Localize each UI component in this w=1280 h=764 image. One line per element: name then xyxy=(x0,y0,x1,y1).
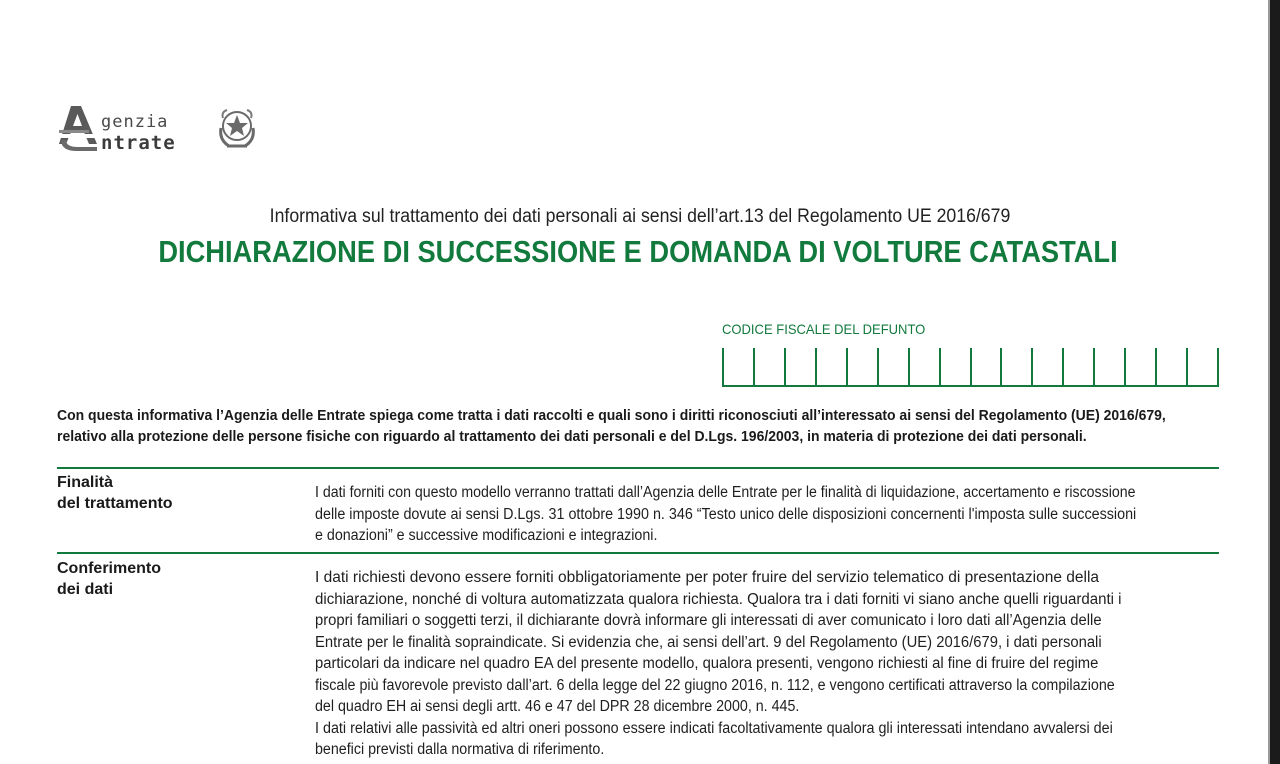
codice-fiscale-box-divider xyxy=(1217,348,1219,387)
codice-fiscale-field[interactable] xyxy=(722,348,1219,387)
codice-fiscale-box-divider xyxy=(1031,348,1033,387)
section-title-conferimento xyxy=(57,558,161,600)
body-line: del quadro EH ai sensi degli artt. 46 e 47 del DPR 28 dicembre 2000, n. 445. xyxy=(315,698,800,715)
logo-text-bottom: ntrate xyxy=(101,132,176,154)
agenzia-logo-mark-icon xyxy=(57,104,101,152)
codice-fiscale-box-divider xyxy=(908,348,910,387)
section-title-finalita xyxy=(57,472,173,514)
body-line: I dati relativi alle passività ed altri oneri possono essere indicati facoltativamente qualora gli interessati intendano avvalersi dei xyxy=(315,719,1113,737)
body-line: delle imposte dovute ai sensi D.Lgs. 31 ottobre 1990 n. 346 “Testo unico delle disposizioni concernenti l'imposta sulle successioni xyxy=(315,505,1137,523)
codice-fiscale-box-divider xyxy=(815,348,817,387)
codice-fiscale-box-divider xyxy=(1093,348,1095,387)
section-title-line: dei dati xyxy=(57,581,114,598)
document-title: DICHIARAZIONE DI SUCCESSIONE E DOMANDA DI VOLTURE CATASTALI xyxy=(158,234,1118,269)
body-line: particolari da indicare nel quadro EA del presente modello, qualora presenti, vengono richiesti al fine di fruire del regime xyxy=(315,655,1099,672)
body-line: benefici previsti dalla normativa di riferimento. xyxy=(315,741,605,758)
agenzia-entrate-logo xyxy=(57,104,267,156)
section-title-line: del trattamento xyxy=(57,495,173,512)
intro-line: relativo alla protezione delle persone fisiche con riguardo al trattamento dei dati personali e del D.Lgs. 196/2003, in materia di protezione dei dati personali. xyxy=(57,428,1087,445)
body-line: fiscale più favorevole previsto dall’art. 6 della legge del 22 giugno 2016, n. 112, e vengono certificati attraverso la compilazione xyxy=(315,676,1115,694)
body-line: e donazioni” e successive modificazioni e integrazioni. xyxy=(315,527,658,544)
section-divider xyxy=(57,552,1219,554)
codice-fiscale-box-divider xyxy=(1000,348,1002,387)
codice-fiscale-label: CODICE FISCALE DEL DEFUNTO xyxy=(722,321,926,337)
document-subtitle: Informativa sul trattamento dei dati personali ai sensi dell’art.13 del Regolamento UE 2016/679 xyxy=(269,206,1011,227)
body-line: I dati richiesti devono essere forniti obbligatoriamente per poter fruire del servizio telematico di presentazione della xyxy=(315,569,1100,586)
codice-fiscale-box-divider xyxy=(877,348,879,387)
body-line: propri familiari o soggetti terzi, il dichiarante dovrà informare gli interessati di aver comunicato i loro dati all’Agenzia delle xyxy=(315,612,1102,629)
codice-fiscale-box-divider xyxy=(970,348,972,387)
intro-paragraph xyxy=(57,405,1237,447)
codice-fiscale-box-divider xyxy=(846,348,848,387)
body-line: I dati forniti con questo modello verranno trattati dall’Agenzia delle Entrate per le finalità di liquidazione, accertamento e riscossione xyxy=(315,484,1136,501)
codice-fiscale-box-divider xyxy=(1124,348,1126,387)
codice-fiscale-box-divider xyxy=(753,348,755,387)
body-line: Entrate per le finalità sopraindicate. Si evidenzia che, ai sensi dell’art. 9 del Regolamento (UE) 2016/679, i dati personali xyxy=(315,633,1102,651)
codice-fiscale-box-divider xyxy=(784,348,786,387)
section-body-finalita xyxy=(315,482,1219,547)
section-divider xyxy=(57,467,1219,469)
codice-fiscale-box-divider xyxy=(722,348,724,387)
viewer-scrollbar[interactable] xyxy=(1270,0,1280,764)
section-title-line: Finalità xyxy=(57,474,114,491)
italian-republic-emblem-icon xyxy=(215,104,259,152)
body-line: dichiarazione, nonché di voltura automatizzata qualora richiesta. Qualora tra i dati forniti vi siano anche quelli riguardanti i xyxy=(315,590,1122,608)
logo-text-top: genzia xyxy=(101,112,169,132)
codice-fiscale-box-divider xyxy=(1155,348,1157,387)
section-body-conferimento xyxy=(315,567,1219,761)
codice-fiscale-box-divider xyxy=(939,348,941,387)
section-title-line: Conferimento xyxy=(57,560,161,577)
codice-fiscale-box-divider xyxy=(1062,348,1064,387)
intro-line: Con questa informativa l’Agenzia delle Entrate spiega come tratta i dati raccolti e quali sono i diritti riconosciuti all’interessato ai sensi del Regolamento (UE) 2016/679, xyxy=(57,407,1166,424)
codice-fiscale-box-divider xyxy=(1186,348,1188,387)
